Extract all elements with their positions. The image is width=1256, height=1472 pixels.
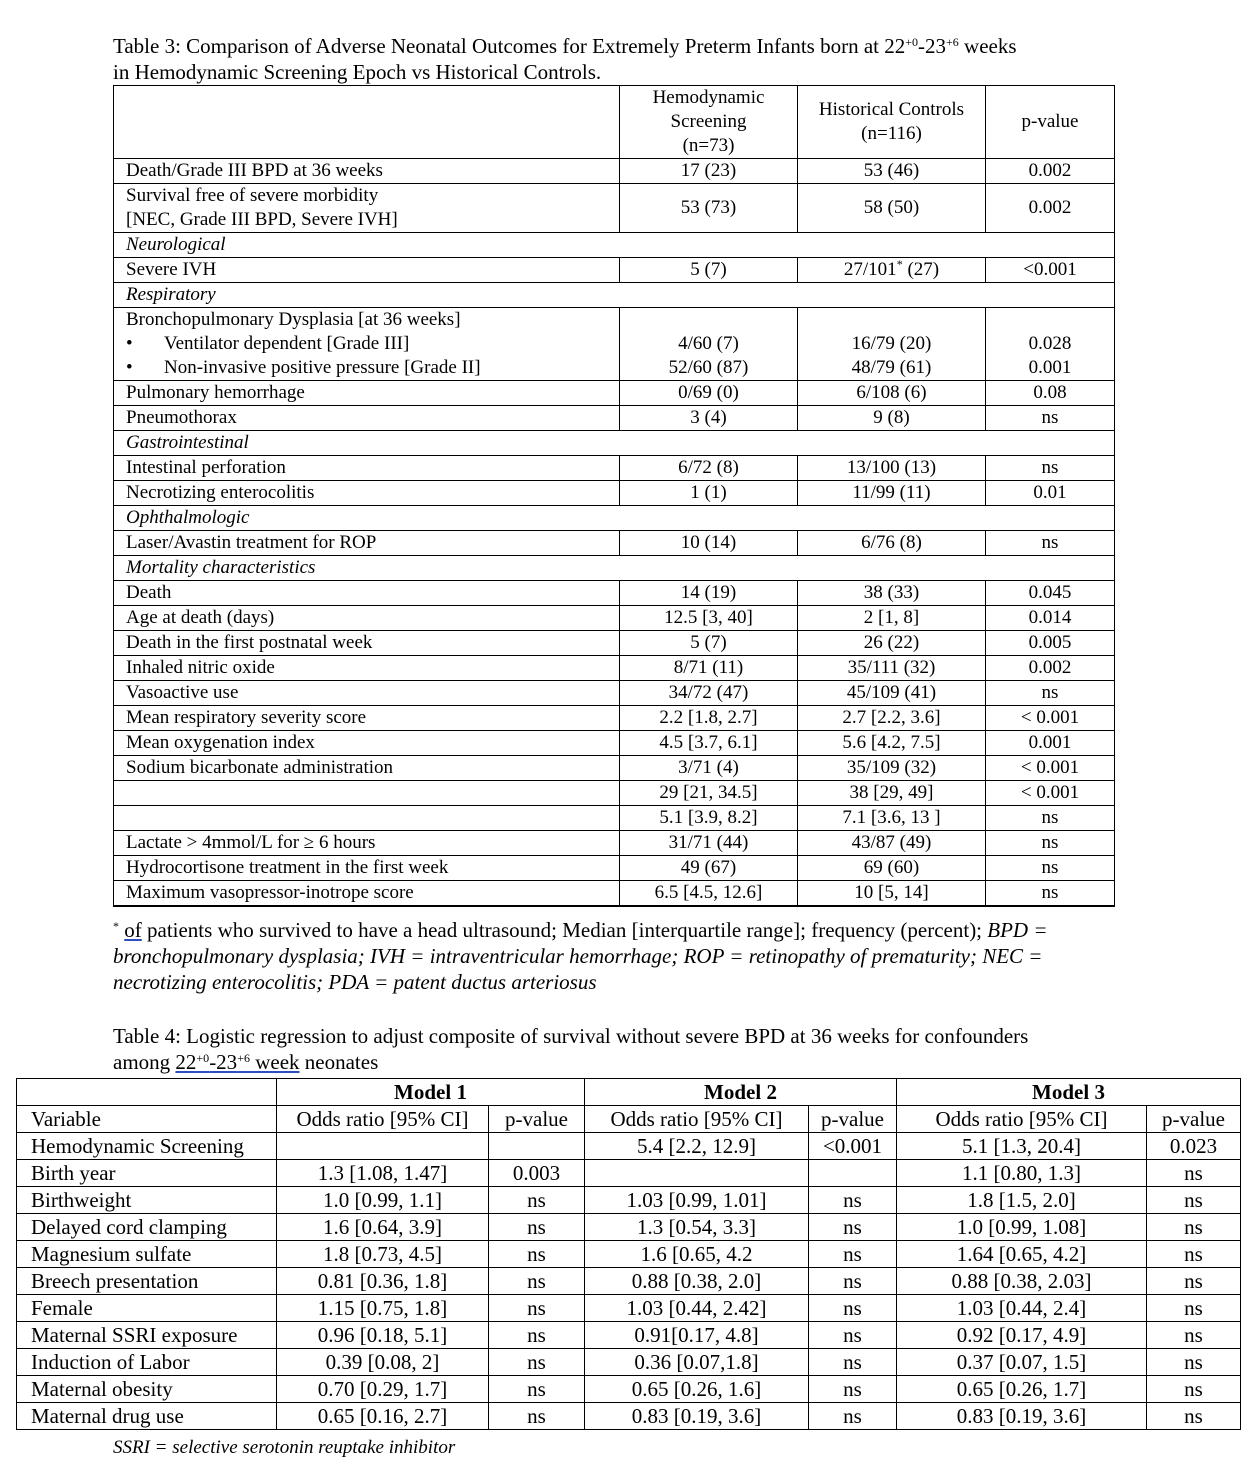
row-label: Lactate > 4mmol/L for ≥ 6 hours — [114, 831, 620, 856]
model3-or-cell: 0.88 [0.38, 2.03] — [897, 1268, 1147, 1295]
cell-hemo: 0/69 (0) — [620, 381, 798, 406]
cell-hist: 38 (33) — [798, 581, 986, 606]
model3-p-cell: ns — [1147, 1187, 1241, 1214]
variable-cell: Induction of Labor — [17, 1349, 277, 1376]
cell-p: 0.001 — [986, 731, 1115, 756]
table-row — [17, 1133, 1241, 1160]
cell-p: 0.014 — [986, 606, 1115, 631]
p-header: p-value — [489, 1106, 585, 1133]
table3-caption — [113, 33, 1017, 85]
section-mortality: Mortality characteristics — [114, 556, 1115, 581]
table-row — [17, 1376, 1241, 1403]
variable-cell: Magnesium sulfate — [17, 1241, 277, 1268]
table-row — [17, 1241, 1241, 1268]
model2-p-cell: ns — [809, 1295, 897, 1322]
cell-hist: 58 (50) — [798, 184, 986, 233]
row-label: Pulmonary hemorrhage — [114, 381, 620, 406]
cell-hist: 10 [5, 14] — [798, 881, 986, 906]
cell-p: 0.002 — [986, 159, 1115, 184]
table-row — [17, 1322, 1241, 1349]
table-row — [114, 258, 1115, 283]
model1-p-cell — [489, 1133, 585, 1160]
model2-p-cell: <0.001 — [809, 1133, 897, 1160]
table-row — [17, 1187, 1241, 1214]
model1-or-cell: 1.15 [0.75, 1.8] — [277, 1295, 489, 1322]
cell-hemo: 14 (19) — [620, 581, 798, 606]
table4-caption-line1: Table 4: Logistic regression to adjust composite of survival without severe BPD at 36 weeks for confounders — [113, 1024, 1029, 1048]
table-row — [114, 531, 1115, 556]
cell-hemo: 4/60 (7) 52/60 (87) — [620, 308, 798, 381]
model3-or-cell: 0.37 [0.07, 1.5] — [897, 1349, 1147, 1376]
empty-corner — [17, 1079, 277, 1106]
row-label: Necrotizing enterocolitis — [114, 481, 620, 506]
table-row — [114, 184, 1115, 233]
cell-hemo: 49 (67) — [620, 856, 798, 881]
cell-p: 0.045 — [986, 581, 1115, 606]
cell-hemo: 4.5 [3.7, 6.1] — [620, 731, 798, 756]
cell-hist: 2 [1, 8] — [798, 606, 986, 631]
or-header: Odds ratio [95% CI] — [585, 1106, 809, 1133]
model-header-row — [17, 1079, 1241, 1106]
table4-footnote: SSRI = selective serotonin reuptake inhibitor — [113, 1437, 456, 1458]
model3-or-cell: 0.92 [0.17, 4.9] — [897, 1322, 1147, 1349]
variable-cell: Birthweight — [17, 1187, 277, 1214]
table4-body — [17, 1079, 1241, 1430]
table-row — [114, 308, 1115, 381]
model2-or-cell — [585, 1160, 809, 1187]
bullet-item: • Non-invasive positive pressure [Grade II] — [126, 357, 481, 378]
row-label: Bronchopulmonary Dysplasia [at 36 weeks] • Ventilator dependent [Grade III] • Non-invasive positive pressure [Grade II] — [114, 308, 620, 381]
model2-or-cell: 0.36 [0.07,1.8] — [585, 1349, 809, 1376]
row-label: Age at death (days) — [114, 606, 620, 631]
row-label: Death in the first postnatal week — [114, 631, 620, 656]
table3-header-row — [114, 86, 1115, 159]
cell-p: < 0.001 — [986, 756, 1115, 781]
table-row — [114, 756, 1115, 781]
row-label: Mean oxygenation index — [114, 731, 620, 756]
table4-caption — [113, 1023, 1028, 1075]
row-label — [114, 806, 620, 831]
model1-p-cell: ns — [489, 1376, 585, 1403]
bullet-item: • Ventilator dependent [Grade III] — [126, 333, 410, 354]
cell-p: 0.01 — [986, 481, 1115, 506]
row-label: Death — [114, 581, 620, 606]
cell-hemo: 3 (4) — [620, 406, 798, 431]
cell-p: 0.005 — [986, 631, 1115, 656]
cell-hist: 26 (22) — [798, 631, 986, 656]
header-historical: Historical Controls (n=116) — [798, 86, 986, 159]
cell-p: ns — [986, 531, 1115, 556]
model1-or-cell: 0.96 [0.18, 5.1] — [277, 1322, 489, 1349]
cell-p: ns — [986, 881, 1115, 906]
cell-hist: 27/101* (27) — [798, 258, 986, 283]
row-label: Inhaled nitric oxide — [114, 656, 620, 681]
cell-hist: 9 (8) — [798, 406, 986, 431]
cell-hist: 45/109 (41) — [798, 681, 986, 706]
row-label: Sodium bicarbonate administration — [114, 756, 620, 781]
model1-p-cell: ns — [489, 1403, 585, 1430]
table-row — [114, 581, 1115, 606]
row-label: Survival free of severe morbidity [NEC, Grade III BPD, Severe IVH] — [114, 184, 620, 233]
cell-hemo: 12.5 [3, 40] — [620, 606, 798, 631]
table-row — [114, 806, 1115, 831]
model2-p-cell: ns — [809, 1322, 897, 1349]
cell-hist — [798, 906, 986, 907]
header-empty-cell — [114, 86, 620, 159]
table3-footnote: * of patients who survived to have a head ultrasound; Median [interquartile range]; frequency (percent); BPD = bronchopulmonary dysplasia; IVH = intraventricular hemorrhage; ROP = retinopathy of prematurity; NEC = necrotizing enterocolitis; PDA = patent ductus arteriosus — [113, 918, 1048, 994]
cell-hemo: 29 [21, 34.5] — [620, 781, 798, 806]
model3-or-cell: 1.03 [0.44, 2.4] — [897, 1295, 1147, 1322]
model-3-header: Model 3 — [897, 1079, 1241, 1106]
cell-hist: 7.1 [3.6, 13 ] — [798, 806, 986, 831]
section-gastrointestinal: Gastrointestinal — [114, 431, 1115, 456]
model3-p-cell: ns — [1147, 1349, 1241, 1376]
cell-p: 0.08 — [986, 381, 1115, 406]
model-1-header: Model 1 — [277, 1079, 585, 1106]
model2-or-cell: 1.03 [0.99, 1.01] — [585, 1187, 809, 1214]
section-row — [114, 506, 1115, 531]
model2-p-cell: ns — [809, 1349, 897, 1376]
table-row — [114, 906, 1115, 907]
column-header-row — [17, 1106, 1241, 1133]
model-2-header: Model 2 — [585, 1079, 897, 1106]
variable-cell: Maternal SSRI exposure — [17, 1322, 277, 1349]
model3-or-cell: 0.65 [0.26, 1.7] — [897, 1376, 1147, 1403]
model1-p-cell: ns — [489, 1187, 585, 1214]
header-pvalue: p-value — [986, 86, 1115, 159]
model1-p-cell: ns — [489, 1268, 585, 1295]
cell-hist: 13/100 (13) — [798, 456, 986, 481]
or-header: Odds ratio [95% CI] — [897, 1106, 1147, 1133]
table-row — [114, 731, 1115, 756]
model3-p-cell: ns — [1147, 1160, 1241, 1187]
table4 — [16, 1078, 1241, 1430]
model3-p-cell: ns — [1147, 1376, 1241, 1403]
model1-or-cell: 1.8 [0.73, 4.5] — [277, 1241, 489, 1268]
cell-hist: 35/111 (32) — [798, 656, 986, 681]
model3-or-cell: 5.1 [1.3, 20.4] — [897, 1133, 1147, 1160]
model1-p-cell: ns — [489, 1349, 585, 1376]
model3-p-cell: ns — [1147, 1241, 1241, 1268]
cell-p: ns — [986, 681, 1115, 706]
model3-or-cell: 1.1 [0.80, 1.3] — [897, 1160, 1147, 1187]
model2-or-cell: 1.03 [0.44, 2.42] — [585, 1295, 809, 1322]
table-row — [114, 781, 1115, 806]
row-label — [114, 781, 620, 806]
cell-hemo: 31/71 (44) — [620, 831, 798, 856]
cell-hemo: 2.2 [1.8, 2.7] — [620, 706, 798, 731]
model1-or-cell: 0.65 [0.16, 2.7] — [277, 1403, 489, 1430]
table-row — [114, 831, 1115, 856]
table3-body — [114, 86, 1115, 907]
cell-p: ns — [986, 806, 1115, 831]
section-row — [114, 556, 1115, 581]
p-header: p-value — [1147, 1106, 1241, 1133]
table-row — [114, 159, 1115, 184]
table-row — [114, 681, 1115, 706]
model2-or-cell: 0.83 [0.19, 3.6] — [585, 1403, 809, 1430]
model1-p-cell: ns — [489, 1295, 585, 1322]
cell-p: 0.002 — [986, 656, 1115, 681]
table3-caption-line1: Table 3: Comparison of Adverse Neonatal Outcomes for Extremely Preterm Infants born at $22^{+0}-23^{+6}$ weeks — [113, 34, 1017, 58]
model3-or-cell: 1.0 [0.99, 1.08] — [897, 1214, 1147, 1241]
cell-p — [986, 906, 1115, 907]
cell-hemo: 10 (14) — [620, 531, 798, 556]
model2-or-cell: 0.65 [0.26, 1.6] — [585, 1376, 809, 1403]
section-respiratory: Respiratory — [114, 283, 1115, 308]
model2-p-cell: ns — [809, 1214, 897, 1241]
row-label: Mean respiratory severity score — [114, 706, 620, 731]
model1-p-cell: 0.003 — [489, 1160, 585, 1187]
cell-hist: 6/76 (8) — [798, 531, 986, 556]
model1-p-cell: ns — [489, 1322, 585, 1349]
table-row — [114, 481, 1115, 506]
row-label: Hydrocortisone treatment in the first week — [114, 856, 620, 881]
model2-or-cell: 0.91[0.17, 4.8] — [585, 1322, 809, 1349]
model1-or-cell: 0.81 [0.36, 1.8] — [277, 1268, 489, 1295]
model1-or-cell: 0.39 [0.08, 2] — [277, 1349, 489, 1376]
table3 — [113, 85, 1115, 907]
cell-hemo: 6/72 (8) — [620, 456, 798, 481]
table3-caption-line2: in Hemodynamic Screening Epoch vs Historical Controls. — [113, 60, 602, 84]
section-ophthalmologic: Ophthalmologic — [114, 506, 1115, 531]
model2-p-cell — [809, 1160, 897, 1187]
cell-p: ns — [986, 456, 1115, 481]
model1-or-cell: 0.70 [0.29, 1.7] — [277, 1376, 489, 1403]
cell-hemo — [620, 906, 798, 907]
cell-hemo: 17 (23) — [620, 159, 798, 184]
variable-header: Variable — [17, 1106, 277, 1133]
table-row — [17, 1214, 1241, 1241]
row-label: Death/Grade III BPD at 36 weeks — [114, 159, 620, 184]
model3-p-cell: 0.023 — [1147, 1133, 1241, 1160]
table-row — [17, 1268, 1241, 1295]
model1-or-cell — [277, 1133, 489, 1160]
model3-or-cell: 0.83 [0.19, 3.6] — [897, 1403, 1147, 1430]
table-row — [114, 406, 1115, 431]
section-row — [114, 431, 1115, 456]
variable-cell: Female — [17, 1295, 277, 1322]
or-header: Odds ratio [95% CI] — [277, 1106, 489, 1133]
cell-p: < 0.001 — [986, 706, 1115, 731]
model2-or-cell: 1.6 [0.65, 4.2 — [585, 1241, 809, 1268]
table-row — [17, 1403, 1241, 1430]
model3-p-cell: ns — [1147, 1214, 1241, 1241]
cell-hist: 69 (60) — [798, 856, 986, 881]
model3-or-cell: 1.8 [1.5, 2.0] — [897, 1187, 1147, 1214]
cell-p: 0.028 0.001 — [986, 308, 1115, 381]
cell-hist: 2.7 [2.2, 3.6] — [798, 706, 986, 731]
model2-or-cell: 5.4 [2.2, 12.9] — [585, 1133, 809, 1160]
variable-cell: Breech presentation — [17, 1268, 277, 1295]
table-row — [114, 656, 1115, 681]
model3-or-cell: 1.64 [0.65, 4.2] — [897, 1241, 1147, 1268]
model2-p-cell: ns — [809, 1241, 897, 1268]
model1-or-cell: 1.6 [0.64, 3.9] — [277, 1214, 489, 1241]
cell-hemo: 34/72 (47) — [620, 681, 798, 706]
model2-p-cell: ns — [809, 1403, 897, 1430]
table-row — [114, 381, 1115, 406]
model3-p-cell: ns — [1147, 1268, 1241, 1295]
row-label: Vasoactive use — [114, 681, 620, 706]
model2-p-cell: ns — [809, 1376, 897, 1403]
cell-hemo: 5 (7) — [620, 258, 798, 283]
table-row — [17, 1160, 1241, 1187]
row-label: Laser/Avastin treatment for ROP — [114, 531, 620, 556]
row-label — [114, 906, 620, 907]
model2-or-cell: 1.3 [0.54, 3.3] — [585, 1214, 809, 1241]
cell-hist: 43/87 (49) — [798, 831, 986, 856]
table4-caption-line2: among $22^{+0}-23^{+6}$ week neonates — [113, 1050, 379, 1074]
model2-p-cell: ns — [809, 1187, 897, 1214]
cell-p: ns — [986, 831, 1115, 856]
cell-hist: 38 [29, 49] — [798, 781, 986, 806]
table-row — [114, 856, 1115, 881]
table-row — [17, 1295, 1241, 1322]
section-row — [114, 283, 1115, 308]
model2-p-cell: ns — [809, 1268, 897, 1295]
cell-p: <0.001 — [986, 258, 1115, 283]
header-hemodynamic: Hemodynamic Screening (n=73) — [620, 86, 798, 159]
model1-p-cell: ns — [489, 1241, 585, 1268]
variable-cell: Maternal obesity — [17, 1376, 277, 1403]
variable-cell: Maternal drug use — [17, 1403, 277, 1430]
cell-p: < 0.001 — [986, 781, 1115, 806]
cell-hist: 6/108 (6) — [798, 381, 986, 406]
cell-hemo: 8/71 (11) — [620, 656, 798, 681]
cell-hist: 35/109 (32) — [798, 756, 986, 781]
table-row — [114, 606, 1115, 631]
variable-cell: Delayed cord clamping — [17, 1214, 277, 1241]
cell-hemo: 6.5 [4.5, 12.6] — [620, 881, 798, 906]
table-row — [114, 456, 1115, 481]
model1-or-cell: 1.3 [1.08, 1.47] — [277, 1160, 489, 1187]
variable-cell: Birth year — [17, 1160, 277, 1187]
model1-or-cell: 1.0 [0.99, 1.1] — [277, 1187, 489, 1214]
row-label: Pneumothorax — [114, 406, 620, 431]
table-row — [114, 631, 1115, 656]
section-row — [114, 233, 1115, 258]
cell-p: ns — [986, 406, 1115, 431]
cell-hist: 53 (46) — [798, 159, 986, 184]
row-label: Severe IVH — [114, 258, 620, 283]
model3-p-cell: ns — [1147, 1295, 1241, 1322]
model2-or-cell: 0.88 [0.38, 2.0] — [585, 1268, 809, 1295]
section-neurological: Neurological — [114, 233, 1115, 258]
table-row — [114, 706, 1115, 731]
cell-hemo: 5 (7) — [620, 631, 798, 656]
cell-hemo: 5.1 [3.9, 8.2] — [620, 806, 798, 831]
table-row — [114, 881, 1115, 906]
row-label: Intestinal perforation — [114, 456, 620, 481]
cell-p: ns — [986, 856, 1115, 881]
cell-hist: 16/79 (20) 48/79 (61) — [798, 308, 986, 381]
table-row — [17, 1349, 1241, 1376]
cell-p: 0.002 — [986, 184, 1115, 233]
cell-hemo: 53 (73) — [620, 184, 798, 233]
cell-hist: 5.6 [4.2, 7.5] — [798, 731, 986, 756]
cell-hemo: 3/71 (4) — [620, 756, 798, 781]
model1-p-cell: ns — [489, 1214, 585, 1241]
model3-p-cell: ns — [1147, 1403, 1241, 1430]
variable-cell: Hemodynamic Screening — [17, 1133, 277, 1160]
row-label: Maximum vasopressor-inotrope score — [114, 881, 620, 906]
cell-hist: 11/99 (11) — [798, 481, 986, 506]
cell-hemo: 1 (1) — [620, 481, 798, 506]
p-header: p-value — [809, 1106, 897, 1133]
model3-p-cell: ns — [1147, 1322, 1241, 1349]
